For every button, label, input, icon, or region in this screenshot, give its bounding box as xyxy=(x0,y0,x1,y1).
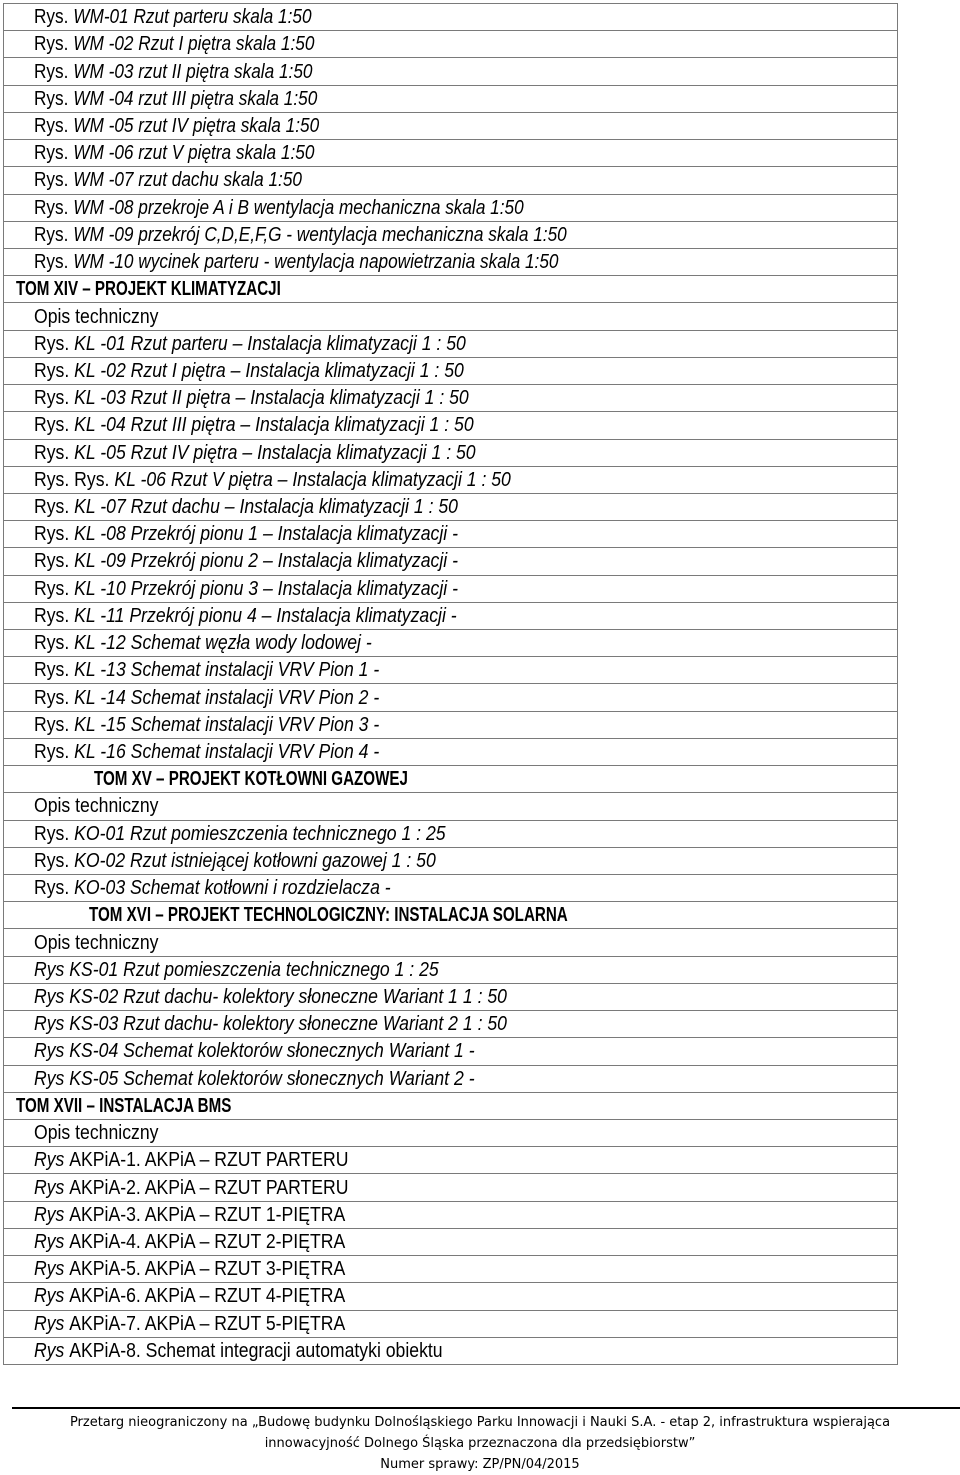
table-cell xyxy=(4,1310,898,1337)
table-cell xyxy=(4,194,898,221)
drawing-title: AKPiA-8. Schemat integracji automatyki obiektu xyxy=(69,1338,443,1362)
footer-tender-title: Przetarg nieograniczony na „Budowę budynku Dolnośląskiego Parku Innowacji i Nauki S.A. - etap 2, infrastruktura wspierająca xyxy=(69,1415,891,1430)
drawing-prefix: Rys. xyxy=(34,141,74,165)
drawing-prefix: Rys xyxy=(34,1338,70,1362)
drawing-entry xyxy=(34,848,436,874)
drawing-title: WM -02 Rzut I piętra skala 1:50 xyxy=(73,32,315,56)
table-cell xyxy=(4,793,898,820)
section-heading xyxy=(89,902,646,928)
table-cell xyxy=(4,1038,898,1065)
drawing-prefix: Rys. xyxy=(34,386,75,410)
table-cell xyxy=(4,4,898,31)
drawing-title: WM -05 rzut IV piętra skala 1:50 xyxy=(73,113,320,137)
drawing-entry xyxy=(34,548,458,574)
table-row xyxy=(4,657,898,684)
drawing-entry xyxy=(34,385,469,411)
drawing-title: KO-02 Rzut istniejącej kotłowni gazowej 1 : 50 xyxy=(74,848,436,872)
table-row xyxy=(4,956,898,983)
drawing-entry xyxy=(34,1066,475,1092)
table-cell xyxy=(4,1201,898,1228)
drawing-prefix: Rys. Rys. xyxy=(34,467,115,491)
drawing-prefix: Rys. xyxy=(34,876,75,900)
table-row xyxy=(4,167,898,194)
table-cell xyxy=(4,221,898,248)
drawing-entry xyxy=(34,685,379,711)
table-cell xyxy=(4,657,898,684)
table-row xyxy=(4,875,898,902)
table-row xyxy=(4,1201,898,1228)
table-cell xyxy=(4,847,898,874)
table-cell xyxy=(4,548,898,575)
drawing-title: AKPiA-3. AKPiA – RZUT 1-PIĘTRA xyxy=(69,1202,346,1226)
drawing-title: KL -01 Rzut parteru – Instalacja klimatyzacji 1 : 50 xyxy=(74,331,466,355)
table-cell xyxy=(4,875,898,902)
table-row xyxy=(4,575,898,602)
drawing-prefix: Rys. xyxy=(34,495,75,519)
table-cell xyxy=(4,1228,898,1255)
table-cell xyxy=(4,983,898,1010)
table-cell xyxy=(4,1337,898,1364)
drawing-entry xyxy=(34,712,379,738)
drawing-title: KL -05 Rzut IV piętra – Instalacja klimatyzacji 1 : 50 xyxy=(74,440,476,464)
table-cell xyxy=(4,412,898,439)
table-row xyxy=(4,630,898,657)
table-row xyxy=(4,820,898,847)
drawing-title: KL -14 Schemat instalacji VRV Pion 2 - xyxy=(74,685,380,709)
table-row xyxy=(4,1119,898,1146)
drawing-prefix: Rys. xyxy=(34,5,74,29)
drawing-entry xyxy=(34,739,379,765)
table-row xyxy=(4,1011,898,1038)
table-cell xyxy=(4,439,898,466)
table-cell xyxy=(4,902,898,929)
table-row xyxy=(4,684,898,711)
table-cell xyxy=(4,330,898,357)
drawing-list-body xyxy=(4,4,898,1365)
table-cell xyxy=(4,1092,898,1119)
table-cell xyxy=(4,711,898,738)
drawing-prefix: Rys. xyxy=(34,331,75,355)
drawing-prefix: Rys. xyxy=(34,631,75,655)
table-row xyxy=(4,385,898,412)
drawing-entry xyxy=(34,957,439,983)
drawing-entry xyxy=(34,222,567,248)
drawing-entry xyxy=(34,1011,507,1037)
drawing-entry xyxy=(34,1311,345,1337)
drawing-prefix: Rys. xyxy=(34,440,75,464)
table-cell xyxy=(4,1011,898,1038)
footer-divider xyxy=(12,1407,960,1409)
table-cell xyxy=(4,31,898,58)
section-heading xyxy=(94,766,459,792)
drawing-prefix: Rys. xyxy=(34,522,75,546)
table-row xyxy=(4,1256,898,1283)
table-cell xyxy=(4,276,898,303)
drawing-title: Rys KS-05 Schemat kolektorów słonecznych Wariant 2 - xyxy=(34,1066,475,1090)
drawing-entry xyxy=(34,4,312,30)
table-row xyxy=(4,112,898,139)
drawing-entry xyxy=(34,195,524,221)
drawing-title: AKPiA-4. AKPiA – RZUT 2-PIĘTRA xyxy=(69,1229,346,1253)
table-row xyxy=(4,303,898,330)
table-cell xyxy=(4,1147,898,1174)
table-cell xyxy=(4,357,898,384)
drawing-title: WM -04 rzut III piętra skala 1:50 xyxy=(73,86,318,110)
table-row xyxy=(4,1283,898,1310)
drawing-prefix: Rys xyxy=(34,1148,70,1172)
drawing-title: Rys KS-02 Rzut dachu- kolektory słoneczne Wariant 1 1 : 50 xyxy=(34,984,507,1008)
drawing-title: KL -15 Schemat instalacji VRV Pion 3 - xyxy=(74,712,380,736)
table-row xyxy=(4,493,898,520)
drawing-title: KL -11 Przekrój pionu 4 – Instalacja klimatyzacji - xyxy=(74,603,457,627)
drawing-prefix: Rys. xyxy=(34,168,74,192)
drawing-title: WM -10 wycinek parteru - wentylacja napowietrzania skala 1:50 xyxy=(73,250,559,274)
footer-tender-title-cont: innowacyjność Dolnego Śląska przeznaczona dla przedsiębiorstw” xyxy=(264,1436,696,1451)
drawing-entry xyxy=(34,113,319,139)
drawing-title: KL -13 Schemat instalacji VRV Pion 1 - xyxy=(74,658,380,682)
footer-case-number: Numer sprawy: ZP/PN/04/2015 xyxy=(380,1457,580,1472)
drawing-entry xyxy=(34,630,372,656)
table-row xyxy=(4,1038,898,1065)
section-heading xyxy=(16,276,324,302)
drawing-entry xyxy=(34,821,446,847)
drawing-title: WM -08 przekroje A i B wentylacja mechaniczna skala 1:50 xyxy=(73,195,524,219)
drawing-title: KL -02 Rzut I piętra – Instalacja klimatyzacji 1 : 50 xyxy=(74,358,464,382)
table-row xyxy=(4,4,898,31)
page-footer xyxy=(0,1412,960,1475)
drawing-entry xyxy=(34,31,314,57)
drawing-title: Rys KS-01 Rzut pomieszczenia technicznego 1 : 25 xyxy=(34,957,439,981)
drawing-title: KL -07 Rzut dachu – Instalacja klimatyzacji 1 : 50 xyxy=(74,495,458,519)
drawing-entry xyxy=(34,1256,345,1282)
drawing-entry xyxy=(34,521,458,547)
table-cell xyxy=(4,167,898,194)
table-row xyxy=(4,766,898,793)
table-row xyxy=(4,221,898,248)
section-heading-text: TOM XV – PROJEKT KOTŁOWNI GAZOWEJ xyxy=(94,767,408,791)
table-row xyxy=(4,711,898,738)
table-cell xyxy=(4,1256,898,1283)
table-row xyxy=(4,439,898,466)
table-row xyxy=(4,276,898,303)
drawing-entry xyxy=(34,1229,345,1255)
drawing-entry xyxy=(34,59,312,85)
table-cell xyxy=(4,58,898,85)
table-cell xyxy=(4,466,898,493)
drawing-prefix: Rys. xyxy=(34,358,75,382)
drawing-title: KL -09 Przekrój pionu 2 – Instalacja klimatyzacji - xyxy=(74,549,458,573)
drawing-title: KL -10 Przekrój pionu 3 – Instalacja klimatyzacji - xyxy=(74,576,458,600)
drawing-prefix: Rys xyxy=(34,1257,70,1281)
drawing-prefix: Rys. xyxy=(34,32,74,56)
drawing-prefix: Rys. xyxy=(34,712,75,736)
drawing-title: AKPiA-1. AKPiA – RZUT PARTERU xyxy=(69,1148,349,1172)
description-label: Opis techniczny xyxy=(34,930,159,954)
table-row xyxy=(4,357,898,384)
section-heading-text: TOM XIV – PROJEKT KLIMATYZACJI xyxy=(16,277,281,301)
table-row xyxy=(4,194,898,221)
drawing-prefix: Rys. xyxy=(34,195,74,219)
drawing-prefix: Rys. xyxy=(34,222,74,246)
table-row xyxy=(4,140,898,167)
table-row xyxy=(4,1092,898,1119)
drawing-title: KO-03 Schemat kotłowni i rozdzielacza - xyxy=(74,876,391,900)
drawing-prefix: Rys. xyxy=(34,576,75,600)
table-cell xyxy=(4,140,898,167)
table-row xyxy=(4,1174,898,1201)
table-cell xyxy=(4,112,898,139)
drawing-entry xyxy=(34,331,466,357)
drawing-title: Rys KS-04 Schemat kolektorów słonecznych Wariant 1 - xyxy=(34,1039,475,1063)
drawing-entry xyxy=(34,1147,348,1173)
table-cell xyxy=(4,602,898,629)
drawing-prefix: Rys. xyxy=(34,848,75,872)
drawing-entry xyxy=(34,494,458,520)
drawing-entry xyxy=(34,1338,443,1364)
table-cell xyxy=(4,738,898,765)
drawing-prefix: Rys. xyxy=(34,250,74,274)
table-cell xyxy=(4,248,898,275)
drawing-title: AKPiA-2. AKPiA – RZUT PARTERU xyxy=(69,1175,349,1199)
table-row xyxy=(4,983,898,1010)
table-cell xyxy=(4,303,898,330)
table-row xyxy=(4,1228,898,1255)
table-row xyxy=(4,548,898,575)
drawing-entry xyxy=(34,412,474,438)
drawing-entry xyxy=(34,467,511,493)
drawing-title: KL -04 Rzut III piętra – Instalacja klimatyzacji 1 : 50 xyxy=(74,413,474,437)
drawing-prefix: Rys. xyxy=(34,685,75,709)
drawing-entry xyxy=(34,984,507,1010)
table-cell xyxy=(4,956,898,983)
drawing-entry xyxy=(34,875,391,901)
drawing-title: KL -12 Schemat węzła wody lodowej - xyxy=(74,631,372,655)
drawing-title: AKPiA-7. AKPiA – RZUT 5-PIĘTRA xyxy=(69,1311,346,1335)
drawing-title: KO-01 Rzut pomieszczenia technicznego 1 : 25 xyxy=(74,821,446,845)
drawing-title: KL -08 Przekrój pionu 1 – Instalacja klimatyzacji - xyxy=(74,522,458,546)
drawing-title: AKPiA-6. AKPiA – RZUT 4-PIĘTRA xyxy=(69,1284,346,1308)
drawing-entry xyxy=(34,440,476,466)
description-label: Opis techniczny xyxy=(34,794,159,818)
table-row xyxy=(4,847,898,874)
table-row xyxy=(4,85,898,112)
table-row xyxy=(4,738,898,765)
table-row xyxy=(4,248,898,275)
drawing-entry xyxy=(34,358,464,384)
table-cell xyxy=(4,575,898,602)
table-row xyxy=(4,1065,898,1092)
drawing-entry xyxy=(34,1175,348,1201)
drawing-entry xyxy=(34,657,379,683)
drawing-entry xyxy=(34,1202,345,1228)
table-row xyxy=(4,1310,898,1337)
table-cell xyxy=(4,493,898,520)
table-cell xyxy=(4,820,898,847)
drawing-prefix: Rys. xyxy=(34,413,75,437)
drawing-title: KL -03 Rzut II piętra – Instalacja klimatyzacji 1 : 50 xyxy=(74,386,469,410)
table-cell xyxy=(4,1174,898,1201)
drawing-entry xyxy=(34,1038,475,1064)
drawing-prefix: Rys xyxy=(34,1311,70,1335)
table-row xyxy=(4,58,898,85)
drawing-title: WM -07 rzut dachu skala 1:50 xyxy=(73,168,302,192)
drawing-prefix: Rys. xyxy=(34,740,75,764)
table-cell xyxy=(4,1065,898,1092)
table-row xyxy=(4,330,898,357)
table-cell xyxy=(4,385,898,412)
table-cell xyxy=(4,929,898,956)
drawing-title: KL -16 Schemat instalacji VRV Pion 4 - xyxy=(74,740,380,764)
table-row xyxy=(4,1337,898,1364)
table-row xyxy=(4,902,898,929)
drawing-entry xyxy=(34,249,558,275)
table-cell xyxy=(4,521,898,548)
drawing-title: WM -09 przekrój C,D,E,F,G - wentylacja mechaniczna skala 1:50 xyxy=(73,222,567,246)
drawing-title: Rys KS-03 Rzut dachu- kolektory słoneczne Wariant 2 1 : 50 xyxy=(34,1012,507,1036)
drawing-prefix: Rys. xyxy=(34,658,75,682)
drawing-prefix: Rys. xyxy=(34,86,74,110)
drawing-title: KL -06 Rzut V piętra – Instalacja klimatyzacji 1 : 50 xyxy=(114,467,511,491)
drawing-prefix: Rys xyxy=(34,1175,70,1199)
drawing-title: AKPiA-5. AKPiA – RZUT 3-PIĘTRA xyxy=(69,1257,346,1281)
section-heading-text: TOM XVII – INSTALACJA BMS xyxy=(16,1093,232,1117)
table-cell xyxy=(4,1283,898,1310)
drawing-entry xyxy=(34,167,302,193)
table-row xyxy=(4,793,898,820)
table-row xyxy=(4,521,898,548)
table-cell xyxy=(4,85,898,112)
drawing-prefix: Rys xyxy=(34,1229,70,1253)
description-label: Opis techniczny xyxy=(34,304,159,328)
table-row xyxy=(4,602,898,629)
drawing-prefix: Rys. xyxy=(34,603,75,627)
drawing-entry xyxy=(34,1283,345,1309)
table-row xyxy=(4,31,898,58)
table-cell xyxy=(4,766,898,793)
description-label: Opis techniczny xyxy=(34,1121,159,1145)
drawing-list-table xyxy=(3,3,898,1365)
table-row xyxy=(4,412,898,439)
section-heading xyxy=(16,1093,266,1119)
drawing-title: WM -06 rzut V piętra skala 1:50 xyxy=(73,141,315,165)
drawing-entry xyxy=(34,576,458,602)
table-cell xyxy=(4,630,898,657)
drawing-prefix: Rys. xyxy=(34,549,75,573)
drawing-prefix: Rys. xyxy=(34,113,74,137)
table-cell xyxy=(4,684,898,711)
drawing-title: WM-01 Rzut parteru skala 1:50 xyxy=(73,5,312,29)
table-cell xyxy=(4,1119,898,1146)
drawing-prefix: Rys xyxy=(34,1284,70,1308)
section-heading-text: TOM XVI – PROJEKT TECHNOLOGICZNY: INSTALACJA SOLARNA xyxy=(89,903,568,927)
table-row xyxy=(4,929,898,956)
drawing-prefix: Rys xyxy=(34,1202,70,1226)
drawing-entry xyxy=(34,140,314,166)
drawing-entry xyxy=(34,603,457,629)
table-row xyxy=(4,466,898,493)
drawing-title: WM -03 rzut II piętra skala 1:50 xyxy=(73,59,313,83)
drawing-entry xyxy=(34,86,317,112)
drawing-prefix: Rys. xyxy=(34,821,75,845)
table-row xyxy=(4,1147,898,1174)
drawing-prefix: Rys. xyxy=(34,59,74,83)
